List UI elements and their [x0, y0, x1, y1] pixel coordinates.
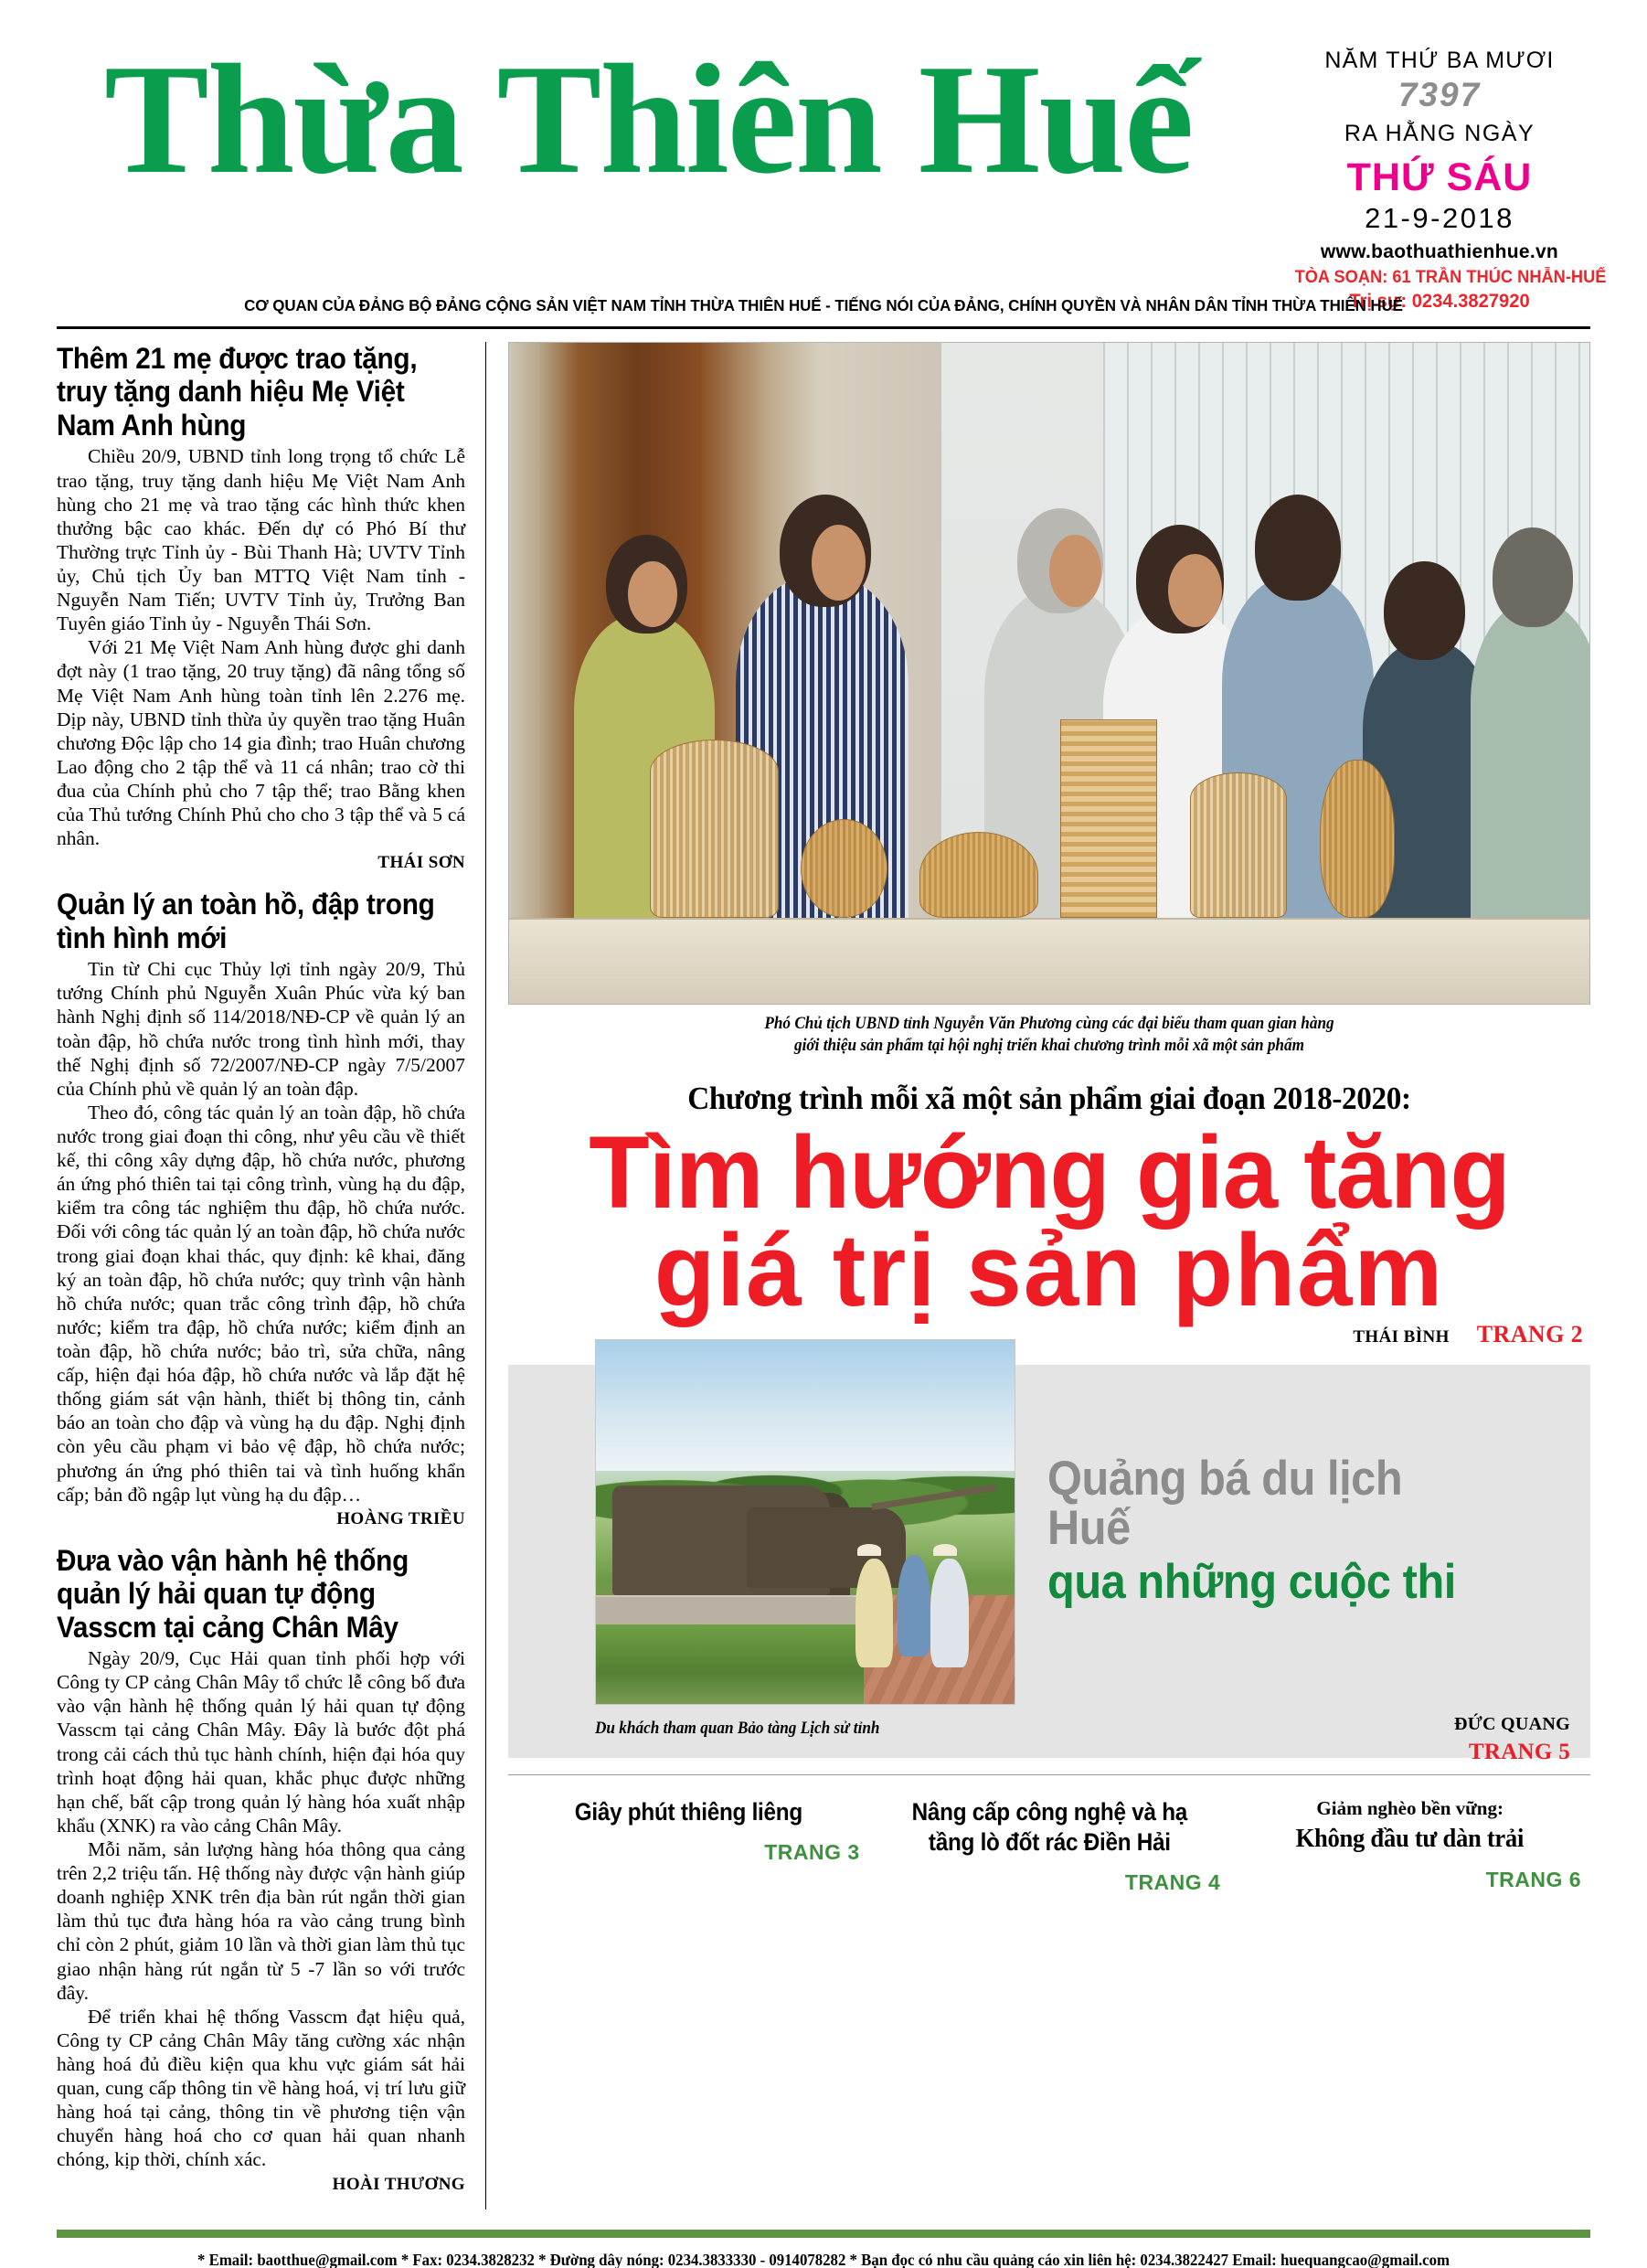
main-story-byline: THÁI BÌNH	[1353, 1327, 1450, 1347]
article-3-para-1: Ngày 20/9, Cục Hải quan tỉnh phối hợp với Công ty CP cảng Chân Mây tổ chức lễ công bố đưa vào vận hành hệ thống quản lý hải quan tự động Vasscm tại cảng Chân Mây. Đây là bước đột phá trong cải cách thủ tục hành chính, hiện đại hóa quy trình hoạt động hải quan, khắc phục được những hạn chế, bất cập trong quản lý hàng hóa xuất nhập khẩu (XNK) ra vào cảng Chân Mây.	[57, 1647, 465, 1837]
right-column	[486, 342, 1590, 2209]
teaser-strip	[508, 1774, 1590, 1895]
promo-headline-line-1: Quảng bá du lịch Huế	[1047, 1452, 1403, 1556]
photo-background	[509, 343, 1589, 1004]
masthead-info-block	[1289, 0, 1607, 313]
main-photo-caption-line-2: giới thiệu sản phẩm tại hội nghị triển khai chương trình mỗi xã một sản phẩm	[794, 1036, 1304, 1055]
article-2-headline[interactable]: Quản lý an toàn hồ, đập trong tình hình mới	[57, 888, 435, 954]
article-1-byline: THÁI SƠN	[377, 853, 465, 873]
article-2[interactable]	[57, 888, 465, 1528]
teaser-1-title[interactable]: Giây phút thiêng liêng	[574, 1798, 802, 1826]
article-2-byline: HOÀNG TRIỀU	[336, 1508, 465, 1528]
promo-block[interactable]	[508, 1365, 1590, 1765]
masthead-tagline: CƠ QUAN CỦA ĐẢNG BỘ ĐẢNG CỘNG SẢN VIỆT NAM TỈNH THỪA THIÊN HUẾ - TIẾNG NÓI CỦA ĐẢNG, CHÍNH QUYỀN VÀ NHÂN DÂN TỈNH THỪA THIÊN HUẾ	[244, 296, 1403, 314]
promo-headline[interactable]	[1047, 1452, 1532, 1610]
footer-contact-line: * Email: baotthue@gmail.com * Fax: 0234.3828232 * Đường dây nóng: 0234.3833330 - 0914078282 * Bạn đọc có nhu cầu quảng cáo xin liên hệ: 0234.3822427 Email: huequangcao@gmail.com	[197, 2250, 1450, 2268]
article-3-body	[57, 1646, 465, 2171]
main-story-kicker: Chương trình mỗi xã một sản phẩm giai đoạn 2018-2020:	[687, 1081, 1411, 1117]
teaser-1-page-ref[interactable]: TRANG 3	[764, 1840, 860, 1865]
teaser-2[interactable]	[869, 1797, 1230, 1895]
promo-photo	[595, 1339, 1015, 1705]
article-3-byline: HOÀI THƯƠNG	[332, 2174, 465, 2194]
main-story-headline-line-1: Tìm hướng gia tăng	[589, 1115, 1510, 1230]
teaser-3[interactable]	[1229, 1797, 1590, 1895]
article-1-body	[57, 444, 465, 850]
article-2-para-2: Theo đó, công tác quản lý an toàn đập, hồ chứa nước trong giai đoạn thi công, như yêu cầu về thiết kế, thi công xây dựng đập, hồ chứa nước, phương án ứng phó thiên tai tại công trình, vùng hạ du đập, kiểm tra công tác nghiệm thu đập, hồ chứa nước. Đối với công tác quản lý an toàn đập, hồ chứa nước trong giai đoạn khai thác, quy định: kê khai, đăng ký an toàn đập, hồ chứa nước; quy trình vận hành hồ chứa nước; quan trắc công trình đập, hồ chứa nước; kiểm tra đập, hồ chứa nước; kiểm định an toàn đập, hồ chứa nước; bảo trì, sửa chữa, nâng cấp, hiện đại hóa đập, hồ chứa nước và lắp đặt hệ thống giám sát vận hành, thiết bị thông tin, cảnh báo an toàn cho đập và vùng hạ du đập. Nghị định còn yêu cầu phạm vi bảo vệ đập, hồ chứa nước; phương án ứng phó thiên tai và tình huống khẩn cấp; bản đồ ngập lụt vùng hạ du đập…	[57, 1101, 465, 1506]
article-1[interactable]	[57, 342, 465, 873]
promo-headline-line-2: qua những cuộc thi	[1047, 1555, 1456, 1610]
teaser-1[interactable]	[508, 1797, 869, 1895]
promo-page-ref[interactable]: TRANG 5	[1468, 1740, 1570, 1765]
newspaper-logo	[104, 0, 1193, 207]
main-story-headline-line-2: giá trị sản phẩm	[653, 1212, 1445, 1327]
office-phone: Trị sự: 0234.3827920	[1349, 291, 1530, 312]
promo-photo-caption: Du khách tham quan Bảo tàng Lịch sử tỉnh	[595, 1720, 880, 1739]
teaser-3-title[interactable]: Không đầu tư dàn trải	[1295, 1825, 1525, 1854]
main-story-headline[interactable]	[525, 1115, 1574, 1327]
main-story-photo	[508, 342, 1590, 1005]
page-content	[0, 342, 1647, 2209]
article-3-headline[interactable]: Đưa vào vận hành hệ thống quản lý hải quan tự động Vasscm tại cảng Chân Mây	[57, 1543, 409, 1644]
weekday-label: THỨ SÁU	[1346, 155, 1533, 199]
footer-divider	[57, 2230, 1590, 2238]
promo-credit-block	[1454, 1714, 1570, 1765]
promo-credit: ĐỨC QUANG	[1454, 1714, 1570, 1735]
article-2-body	[57, 957, 465, 1507]
article-1-headline[interactable]: Thêm 21 mẹ được trao tặng, truy tặng danh hiệu Mẹ Việt Nam Anh hùng	[57, 342, 418, 442]
office-address: TÒA SOẠN: 61 TRẦN THÚC NHẪN-HUẾ	[1294, 268, 1607, 287]
article-3-para-3: Để triển khai hệ thống Vasscm đạt hiệu quả, Công ty CP cảng Chân Mây tăng cường xác nhận hàng hoá đủ điều kiện qua khu vực giám sát hải quan, cung cấp thông tin về hàng hoá, vị trí lưu giữ hàng hoá tại cảng, thông tin về phương tiện vận chuyển hàng hoá cho cơ quan hải quan nhanh chóng, kịp thời, chính xác.	[57, 2005, 465, 2171]
masthead-divider	[57, 326, 1590, 329]
left-column	[57, 342, 486, 2209]
publication-date: 21-9-2018	[1365, 202, 1514, 234]
article-2-para-1: Tin từ Chi cục Thủy lợi tỉnh ngày 20/9, Thủ tướng Chính phủ Nguyễn Xuân Phúc vừa ký ban hành Nghị định số 114/2018/NĐ-CP về quản lý an toàn đập, hồ chứa nước trong tình hình mới, thay thế Nghị định số 72/2007/NĐ-CP ngày 7/5/2007 của Chính phủ về quản lý an toàn đập.	[57, 958, 465, 1100]
main-photo-caption	[546, 1014, 1552, 1057]
article-3-para-2: Mỗi năm, sản lượng hàng hóa thông qua cảng trên 2,2 triệu tấn. Hệ thống này được vận hành giúp doanh nghiệp XNK trên địa bàn rút ngắn thời gian làm thủ tục đưa hàng hóa ra vào cảng trung bình chỉ còn 2 phút, giảm 10 lần và thời gian làm thủ tục giao nhận hàng rút ngắn từ 5 -7 lần so với trước đây.	[57, 1838, 465, 2004]
frequency-label: RA HẰNG NGÀY	[1344, 121, 1535, 146]
publication-year-label: NĂM THỨ BA MƯƠI	[1324, 48, 1555, 73]
issue-number: 7397	[1397, 76, 1482, 113]
article-3[interactable]	[57, 1544, 465, 2195]
newspaper-title: Thừa Thiên Huế	[104, 33, 1193, 207]
teaser-2-page-ref[interactable]: TRANG 4	[1124, 1870, 1221, 1894]
teaser-3-overline: Giảm nghèo bền vững:	[1316, 1797, 1504, 1820]
website-url[interactable]: www.baothuathienhue.vn	[1320, 241, 1559, 262]
main-photo-caption-line-1: Phó Chủ tịch UBND tỉnh Nguyễn Văn Phương cùng các đại biểu tham quan gian hàng	[764, 1015, 1334, 1033]
teaser-3-page-ref[interactable]: TRANG 6	[1485, 1868, 1582, 1892]
main-story-page-ref[interactable]: TRANG 2	[1476, 1321, 1583, 1348]
teaser-2-title[interactable]: Nâng cấp công nghệ và hạ tầng lò đốt rác Điền Hải	[911, 1798, 1187, 1857]
article-1-para-1: Chiều 20/9, UBND tỉnh long trọng tổ chức Lễ trao tặng, truy tặng danh hiệu Mẹ Việt Nam Anh hùng cho 21 mẹ và trao tặng các hình thức khen thưởng bậc cao khác. Đến dự có Phó Bí thư Thường trực Tỉnh ủy - Bùi Thanh Hà; UVTV Tỉnh ủy, Chủ tịch Ủy ban MTTQ Việt Nam tỉnh - Nguyễn Nam Tiến; UVTV Tỉnh ủy, Trưởng Ban Tuyên giáo Tỉnh ủy - Nguyễn Thái Sơn.	[57, 445, 465, 635]
article-1-para-2: Với 21 Mẹ Việt Nam Anh hùng được ghi danh đợt này (1 trao tặng, 20 truy tặng) đã nâng tổng số Mẹ Việt Nam Anh hùng toàn tỉnh lên 2.276 mẹ. Dịp này, UBND tỉnh thừa ủy quyền trao tặng Huân chương Độc lập cho 14 gia đình; trao Huân chương Lao động cho 2 tập thể và 11 cá nhân; trao cờ thi đua của Chính phủ cho 7 tập thể; trao Bằng khen của Thủ tướng Chính Phủ cho cho 3 tập thể và 5 cá nhân.	[57, 636, 465, 850]
